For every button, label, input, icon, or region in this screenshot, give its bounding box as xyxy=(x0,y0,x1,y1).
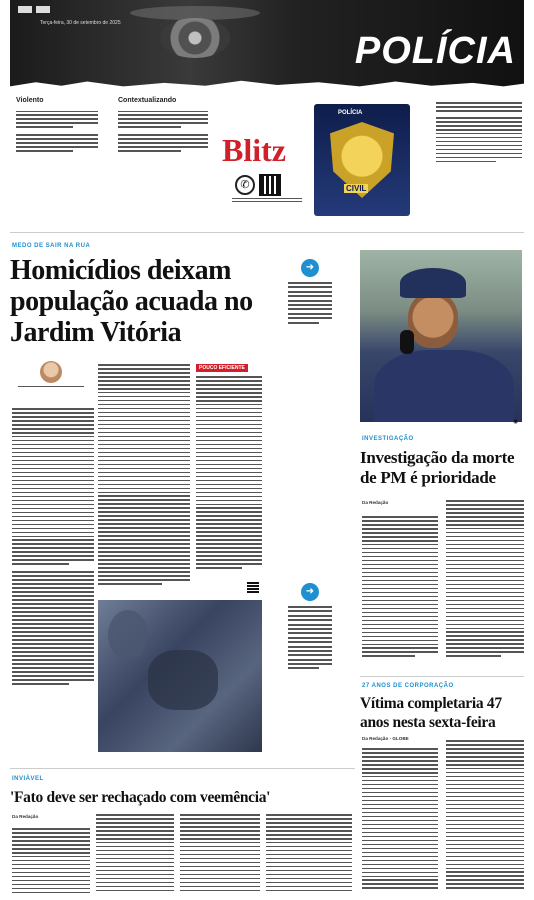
newspaper-logo xyxy=(18,6,50,13)
arrow-right-circle-icon[interactable]: ➜ xyxy=(301,259,319,277)
police-officers-photo xyxy=(98,600,262,752)
section-title: POLÍCIA xyxy=(354,30,516,72)
issue-date: Terça-feira, 30 de setembro de 2025 xyxy=(40,20,121,26)
author-photo xyxy=(12,361,90,393)
promo-column-violento xyxy=(16,98,104,154)
avatar xyxy=(40,361,62,383)
main-story-column-1 xyxy=(12,408,94,687)
right-story-2-byline: Da Redação - GLOBE xyxy=(362,736,409,741)
officer-speaking-photo xyxy=(360,250,522,422)
right-story-2-column-1 xyxy=(362,748,438,891)
camera-icon: ◉ xyxy=(513,419,519,425)
main-story-topic: MEDO DE SAIR NA RUA xyxy=(12,243,91,249)
blitz-brand-logo: Blitz xyxy=(222,132,286,168)
promo-strip xyxy=(10,92,524,222)
right-story-1-column-2 xyxy=(446,500,524,659)
bottom-story-byline: Da Redação xyxy=(12,814,39,819)
right-story-2-topic: 27 ANOS DE CORPORAÇÃO xyxy=(362,683,454,689)
bottom-story-topic: INVIÁVEL xyxy=(12,776,44,782)
right-story-1-byline: Da Redação xyxy=(362,500,389,505)
side-caption-1 xyxy=(288,282,332,326)
badge-bottom-text: CIVIL xyxy=(346,184,367,193)
side-caption-2 xyxy=(288,606,332,672)
pouco-eficiente-tag: POUCO EFICIENTE xyxy=(196,364,248,372)
right-story-1-topic: INVESTIGAÇÃO xyxy=(362,436,414,442)
masthead xyxy=(10,0,524,88)
qr-code-icon[interactable] xyxy=(247,581,259,593)
promo-column-text xyxy=(16,111,98,152)
badge-top-text: POLÍCIA xyxy=(338,110,363,116)
right-story-2-headline[interactable]: Vítima completaria 47 anos nesta sexta-feira xyxy=(360,695,502,731)
contact-row[interactable] xyxy=(235,174,281,196)
bottom-story-headline[interactable]: 'Fato deve ser rechaçado com veemência' xyxy=(10,789,271,806)
main-story-column-3 xyxy=(196,376,262,571)
right-story-1-column-1 xyxy=(362,516,438,659)
promo-column-title: Violento xyxy=(16,97,44,104)
bottom-story-column-3 xyxy=(180,814,260,894)
promo-column-contextualizando xyxy=(118,98,212,154)
section-divider xyxy=(360,676,524,677)
author-name xyxy=(12,385,90,388)
right-story-2-column-2 xyxy=(446,740,524,891)
qr-code-icon[interactable] xyxy=(259,174,281,196)
promo-right-text xyxy=(436,102,522,165)
section-divider xyxy=(10,768,355,769)
right-story-1-headline[interactable]: Investigação da morte de PM é prioridade xyxy=(360,448,515,487)
arrow-right-circle-icon[interactable]: ➜ xyxy=(301,583,319,601)
promo-column-text xyxy=(118,111,208,152)
microphone xyxy=(400,330,414,354)
masthead-photo-eye xyxy=(160,18,230,58)
main-story-column-2 xyxy=(98,364,190,587)
whatsapp-icon[interactable]: ✆ xyxy=(235,175,255,195)
contact-caption xyxy=(232,198,302,204)
section-divider xyxy=(10,232,524,233)
bottom-story-column-2 xyxy=(96,814,174,894)
police-badge-image xyxy=(314,104,410,216)
bottom-story-column-1 xyxy=(12,828,90,896)
main-story-headline[interactable]: Homicídios deixam população acuada no Jardim Vitória xyxy=(10,255,253,348)
bottom-story-column-4 xyxy=(266,814,352,894)
promo-column-title: Contextualizando xyxy=(118,97,177,104)
